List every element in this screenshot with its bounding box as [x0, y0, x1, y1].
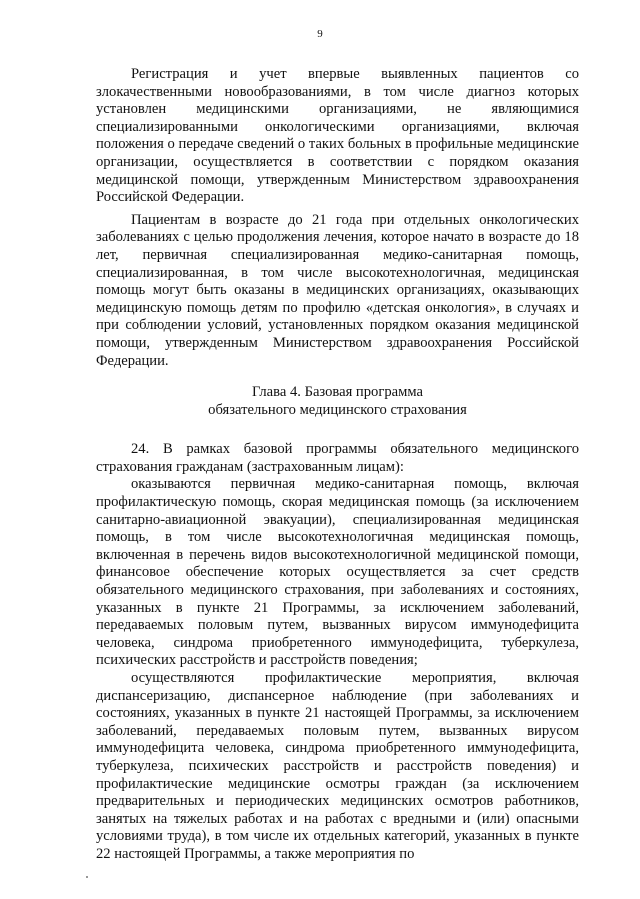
document-body — [96, 66, 579, 864]
chapter-title-line-1: Глава 4. Базовая программа — [252, 384, 423, 401]
paragraph-cancer-registration: Регистрация и учет впервые выявленных пациентов со злокачественными новообразованиями, в том числе диагноз которых установлен медицинскими организациями, не являющимися специализированными онкологическими организациями, включая положения о передаче сведений о таких больных в профильные медицинские организации, осуществляется в соответствии с порядком оказания медицинской помощи, утвержденным Министерством здравоохранения Российской Федерации. — [96, 66, 579, 206]
chapter-heading — [96, 384, 579, 419]
chapter-title-line-2: обязательного медицинского страхования — [208, 401, 467, 418]
clause-24-item-preventive-measures: осуществляются профилактические мероприятия, включая диспансеризацию, диспансерное наблюдение (при заболеваниях и состояниях, указанных в пункте 21 настоящей Программы, за исключением заболеваний, передаваемых половым путем, вызванных вирусом иммунодефицита человека, синдрома приобретенного иммунодефицита, туберкулеза, психических расстройств и расстройств поведения) и профилактические медицинские осмотры граждан (за исключением предварительных и периодических медицинских осмотров работников, занятых на тяжелых работах и на работах с вредными и (или) опасными условиями труда), в том числе их отдельных категорий, указанных в пункте 22 настоящей Программы, а также мероприятия по — [96, 670, 579, 862]
paragraph-patients-under-21: Пациентам в возрасте до 21 года при отдельных онкологических заболеваниях с целью продолжения лечения, которое начато в возрасте до 18 лет, первичная специализированная медико-санитарная помощь, специализированная, в том числе высокотехнологичная, медицинская помощь могут быть оказаны в медицинских организациях, оказывающих медицинскую помощь детям по профилю «детская онкология», в случаях и при соблюдении условий, установленных порядком оказания медицинской помощи, утвержденным Министерством здравоохранения Российской Федерации. — [96, 211, 579, 369]
clause-24-intro: 24. В рамках базовой программы обязательного медицинского страхования гражданам (застрахованным лицам): — [96, 441, 579, 475]
scan-speck — [86, 876, 88, 878]
clause-24-item-medical-care: оказываются первичная медико-санитарная помощь, включая профилактическую помощь, скорая медицинская помощь (за исключением санитарно-авиационной эвакуации), специализированная медицинская помощь, в том числе высокотехнологичная медицинская помощь, включенная в перечень видов высокотехнологичной медицинской помощи, финансовое обеспечение которых осуществляется за счет средств обязательного медицинского страхования, при заболеваниях и состояниях, указанных в пункте 21 Программы, за исключением заболеваний, передаваемых половым путем, вызванных вирусом иммунодефицита человека, синдрома приобретенного иммунодефицита, туберкулеза, психических расстройств и расстройств поведения; — [96, 476, 579, 669]
page-number: 9 — [317, 28, 323, 40]
